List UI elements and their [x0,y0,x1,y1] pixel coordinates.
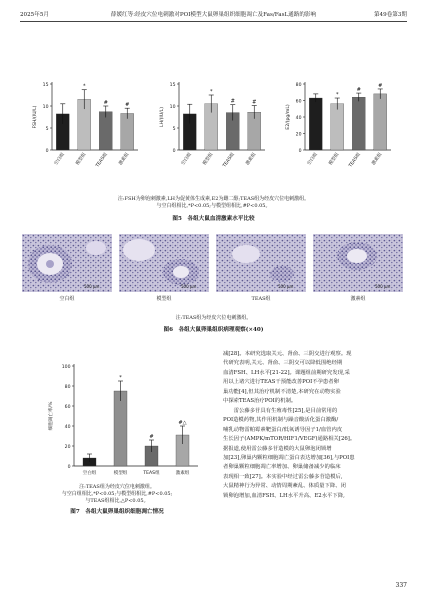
figure6-title: 图6 各组大鼠卵巢组织病理观察(×40) [163,327,264,333]
body-line: 代研究表明,关元、肾俞、三阴交可以降低围绝经期 [223,360,343,367]
x-tick-label: TEAS组 [95,152,109,169]
figure5-caption-line: 与空白组相比,*P<0.05;与模型组相比,#P<0.05。 [156,203,271,209]
scale-bar-label: 500 μm [375,284,391,289]
figure7-caption [22,484,212,505]
micrograph-blank [22,234,112,292]
y-tick-label: 60 [64,404,71,410]
body-line: 中探索TEAS治疗POI的机制。 [223,398,297,405]
y-tick-label: 80 [295,82,302,88]
body-line: 据报道,使用雷公藤多苷造模的大鼠卵泡闭锁增 [223,445,332,452]
body-line: 大鼠精神行为异常、动情周期紊乱、体质量下降、闭 [223,483,346,490]
y-tick-label: 0 [298,148,302,154]
significance-marker: # [125,102,130,109]
volume-issue: 第49卷第3期 [373,12,407,18]
significance-marker: * [209,89,213,95]
micrograph-label: 激素组 [350,296,366,302]
body-text [223,350,410,501]
figure7-caption-line: 与空白组相比,*P<0.05;与模型组相比,#P<0.05; [61,491,173,497]
scale-bar-label: 500 μm [84,284,100,289]
x-tick-label: 模型组 [202,152,215,167]
y-tick-label: 15 [42,82,49,88]
x-tick-label: TEAS组 [143,471,160,476]
x-tick-label: 模型组 [75,152,88,167]
figure7-caption-line: 注:TEAS组为经皮穴位电刺激组。 [79,484,155,490]
y-tick-label: 0 [67,464,71,470]
x-tick-label: 模型组 [328,152,341,167]
header-rule [20,21,407,22]
lh-bar-chart [157,78,275,196]
micrograph-teas [216,234,306,292]
y-tick-label: 10 [42,104,49,110]
body-line: 生长因子(AMPK/mTOR/HIF1/VEGF)通路相关[26]。 [223,436,356,443]
x-tick-label: TEAS组 [222,152,236,169]
bar [114,391,127,466]
micrograph-label: TEAS组 [251,296,271,302]
x-tick-label: 激素组 [245,152,258,167]
fsh-bar-chart [30,78,148,196]
micrograph-hormone [313,234,403,292]
bar [374,94,387,150]
y-tick-label: 15 [169,82,176,88]
x-tick-label: 模型组 [113,471,128,476]
y-tick-label: 5 [45,126,49,132]
figure7-title: 图7 各组大鼠卵巢组织细胞凋亡情况 [70,509,164,515]
body-line: 巢功能[4],但其治疗机制不清楚,本研究在动物实验 [223,388,341,395]
body-line: 雷公藤多苷具有生殖毒性[25],是目前常用的 [223,407,338,414]
x-tick-label: 空白组 [180,152,193,167]
figure5-caption [20,196,407,210]
y-tick-label: 5 [172,126,176,132]
y-tick-label: 60 [295,99,302,105]
micrograph-label: 模型组 [156,296,172,302]
body-line: 加[23],卵巢内颗粒细胞凋亡蛋白表达增加[36],与POI患 [223,454,355,461]
significance-marker: # [356,87,361,94]
y-tick-label: 40 [64,424,71,430]
body-line: 锁卵泡增加,血清FSH、LH水平升高、E2水平下降, [223,492,345,499]
x-tick-label: 空白组 [306,152,319,167]
significance-marker: * [119,375,122,381]
x-tick-label: 激素组 [175,471,190,476]
bar [309,98,322,150]
x-tick-label: 空白组 [82,471,97,476]
bar [99,112,112,150]
y-tick-label: 10 [169,104,176,110]
bar [331,104,344,150]
figure5-caption-line: 注:FSH为卵泡刺激素,LH为促黄体生成素,E2为雌二醇;TEAS组为经皮穴位电刺激组。 [117,196,310,202]
micrograph-model [119,234,209,292]
y-tick-label: 20 [295,132,302,138]
body-line: 哺乳动物雷帕霉素靶蛋白/低氧诱导因子1/血管内皮 [223,426,343,433]
bar [352,97,365,150]
issue-date: 2025年5月 [20,12,49,18]
x-tick-label: 空白组 [53,152,66,167]
significance-marker: # [149,434,154,440]
body-line: 用以上诸穴进行TEAS干预能改善POI不孕患者卵 [223,379,339,386]
significance-marker: * [335,92,339,99]
x-tick-label: 激素组 [371,152,384,167]
bar [121,113,134,150]
y-axis-label: 细胞凋亡率/% [49,401,54,431]
body-line: 血清FSH、LH水平[21-22]。课题组前期研究发现,采 [223,369,351,376]
significance-marker: # [378,82,383,89]
page-number: 337 [395,582,407,589]
e2-bar-chart [283,78,401,196]
y-tick-label: 40 [295,115,302,121]
significance-marker: #△ [178,420,187,426]
scale-bar-label: 500 μm [278,284,294,289]
scale-bar-label: 500 μm [181,284,197,289]
y-tick-label: 80 [64,384,71,390]
y-tick-label: 20 [64,444,71,450]
y-tick-label: 100 [61,364,71,370]
micrograph-label: 空白组 [59,296,75,302]
significance-marker: # [103,100,108,106]
x-tick-label: 激素组 [118,152,131,167]
y-axis-label: LH/(IU/L) [160,107,165,127]
article-running-title: 薛媛红等:经皮穴位电刺激对POI模型大鼠卵巢组织细胞凋亡及Fas/FasL通路的影响 [110,12,317,18]
figure6-caption: 注:TEAS组为经皮穴位电刺激组。 [175,315,252,321]
figure7-caption-line: 与TEAS组相比,△P<0.05。 [85,498,149,504]
y-tick-label: 0 [45,148,49,154]
significance-marker: # [230,98,235,105]
significance-marker: * [82,83,86,90]
y-tick-label: 0 [172,148,176,154]
y-axis-label: FSH/(IU/L) [33,105,38,129]
body-line: POI造模药物,其作用机制与躁音酸活化蛋白激酶/ [223,417,339,424]
figure5-title: 图5 各组大鼠血清激素水平比较 [172,216,255,222]
body-line: 者卵巢颗粒细胞凋亡率增加、卵巢储备减少的临床 [223,464,341,471]
y-axis-label: E2/(pg/mL) [286,104,291,130]
x-tick-label: TEAS组 [348,152,362,169]
body-line: 减[28]。本研究选取关元、肾俞、三阴交进行观察。现 [223,351,352,357]
apoptosis-bar-chart [40,358,210,483]
body-line: 表现相一致[27]。本实验中经过雷公藤多苷造模后, [223,473,343,480]
significance-marker: # [252,99,257,106]
